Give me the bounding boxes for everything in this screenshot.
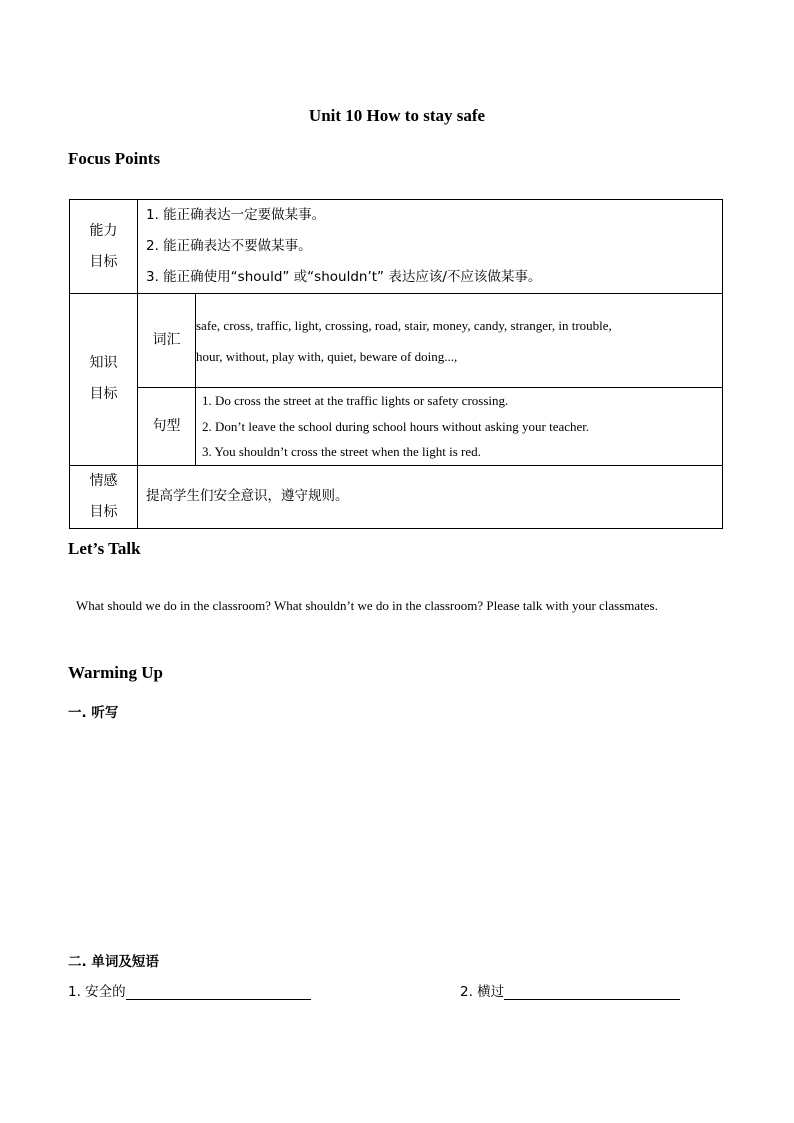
ability-item: 3. 能正确使用“should” 或“shouldn’t” 表达应该/不应该做某事。	[146, 269, 542, 285]
emotion-text: 提高学生们安全意识，遵守规则。	[146, 488, 349, 504]
lets-talk-heading: Let’s Talk	[68, 539, 141, 558]
knowledge-label: 知识	[89, 355, 118, 372]
fill-item	[68, 980, 311, 1000]
answer-blank[interactable]	[504, 982, 680, 1000]
emotion-label-cell	[70, 465, 138, 528]
focus-points-heading: Focus Points	[68, 149, 161, 168]
focus-points-table	[69, 199, 723, 529]
emotion-label: 情感	[89, 472, 118, 489]
ability-item: 1. 能正确表达一定要做某事。	[146, 207, 326, 223]
sentence-item: 3. You shouldn’t cross the street when the light is red.	[202, 444, 481, 459]
sentence-item: 1. Do cross the street at the traffic lights or safety crossing.	[202, 393, 509, 408]
vocab-label: 词汇	[138, 294, 196, 388]
knowledge-label-2: 目标	[89, 386, 118, 403]
knowledge-label-cell	[70, 294, 138, 466]
vocab-text: safe, cross, traffic, light, crossing, road, stair, money, candy, stranger, in trouble,	[196, 317, 612, 333]
page-title: Unit 10 How to stay safe	[308, 106, 486, 125]
emotion-text-cell	[138, 465, 723, 528]
fill-item	[460, 980, 680, 1000]
sentence-item: 2. Don’t leave the school during school hours without asking your teacher.	[202, 418, 590, 434]
fill-item-label: 2. 横过	[460, 984, 505, 1000]
ability-item: 2. 能正确表达不要做某事。	[146, 238, 312, 254]
words-phrases-heading: 二. 单词及短语	[68, 954, 159, 970]
ability-items-cell	[138, 200, 723, 294]
ability-label: 能力	[89, 222, 118, 239]
warming-up-heading: Warming Up	[68, 663, 163, 682]
emotion-label-2: 目标	[89, 503, 118, 520]
dictation-heading: 一. 听写	[68, 705, 119, 721]
fill-item-label: 1. 安全的	[68, 984, 126, 1000]
sentence-label: 句型	[138, 388, 196, 466]
lets-talk-text: What should we do in the classroom? What shouldn’t we do in the classroom? Please talk with your classmates.	[76, 598, 658, 613]
vocab-text-2: hour, without, play with, quiet, beware of doing...,	[196, 348, 458, 364]
vocab-cell	[196, 294, 723, 388]
ability-label-cell	[70, 200, 138, 294]
answer-blank[interactable]	[126, 982, 311, 1000]
ability-label-2: 目标	[89, 253, 118, 270]
sentences-cell	[196, 388, 723, 466]
